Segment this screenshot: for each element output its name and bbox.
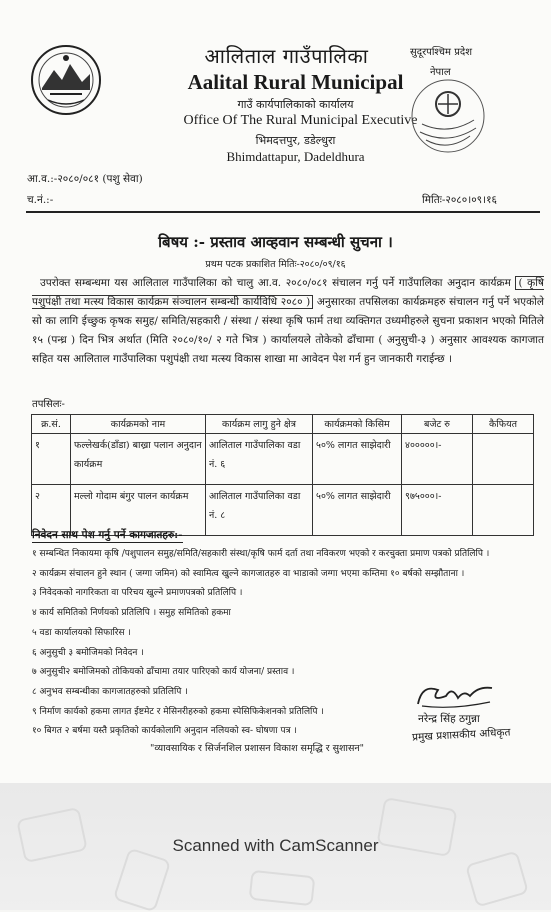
table-cell: ५०% लागत साझेदारी [313,485,402,536]
table-cell: २ [32,485,71,536]
table-cell: ४०००००।- [402,434,473,485]
list-item: ४ कार्य समितिको निर्णयको प्रतिलिपि । समुह समितिको हकमा [32,608,231,619]
list-item: ८ अनुभव सम्बन्धीका कागजातहरुको प्रतिलिपि । [32,686,188,697]
header-cell: कार्यक्रम लागु हुने क्षेत्र [206,415,313,434]
body-part-2: अनुसारका तपसिलका कार्यक्रमहरु संचालन गर्नु पर्ने भएकोले सो का लागि ईच्छुक कृषक समुह/ समिति/सहकारी / संस्था / संस्था कृषि फार्म तथा व्यक्तिगत उध्यमीहरुले सुचना प्रकाशन भएको मितिले १५ (पन्ध्र ) दिन भित्र अर्थात (मिति २०८०/१०/ २ गते भित्र ) कार्यालयले तोकेको ढाँचामा ( अनुसुची-३ ) अनुसार आवश्यक कागजात सहित यस आलिताल गाउँपालिका पशुपंक्षी तथा मत्स्य विकास शाखा मा आवेदन पेश गर्न हुन जानकारी गराईन्छ । [32,296,545,365]
signature-icon [412,676,498,712]
list-item: १ सम्बन्धित निकायमा कृषि /पशुपालन समुह/समिति/सहकारी संस्था/कृषि फार्म दर्ता तथा नविकरण भएको र करचुक्ता प्रमाण पत्रको प्रतिलिपि । [32,549,490,559]
subject-text: प्रस्ताव आव्हवान सम्बन्धी सुचना । [210,233,393,251]
table-cell: फल्लेखर्क(डाँडा) बाख्रा पलान अनुदान कार्यक्रम [71,434,206,485]
table-cell: आलिताल गाउँपालिका वडा नं. ६ [206,434,313,485]
header-divider [26,211,540,213]
table-cell: ९७५०००।- [402,485,473,536]
scanner-watermark: Scanned with CamScanner [172,836,379,855]
header-cell: कैफियत [473,415,534,434]
notice-body [32,274,544,369]
list-item: ७ अनुसुची२ बमोजिमको तोकियको ढाँचामा तयार पारिएको कार्य योजना/ प्रस्ताव । [32,667,295,678]
list-item: ९ निर्माण कार्यको हकमा लागत ईष्टमेट र मेसिनरीहरुको हकमा स्पेसिफिकेशनको प्रतिलिपि । [32,706,324,717]
doodle-shape [465,850,529,907]
municipality-name-en: Aalital Rural Municipal [187,70,404,94]
body-part-1: उपरोक्त सम्बन्धमा यस आलिताल गाउँपालिका को चालु आ.व. २०८०/०८१ संचालन गर्नु पर्ने गाउँपालिका अनुदान कार्यक्रम [40,277,511,289]
published-date: प्रथम पटक प्रकाशित मितिः-२०८०/०९/१६ [205,259,346,270]
country-label: नेपाल [430,67,451,78]
signatory-role: प्रमुख प्रशासकीय अधिकृत [411,726,511,744]
office-name-en: Office Of The Rural Municipal Executive [183,113,418,128]
doodle-shape [249,870,316,907]
table-cell: १ [32,434,71,485]
province-label: सुदूरपश्चिम प्रदेश [410,47,472,58]
address-np: भिमदत्तपुर, डडेल्धुरा [255,134,336,147]
documents-heading: निवेदन साथ पेश गर्नु पर्ने कागजातहरु:- [32,529,183,541]
list-item: ६ अनुसुची ३ बमोजिमको निवेदन । [32,647,144,658]
header-cell: कार्यक्रमको नाम [71,415,206,434]
signatory-name: नरेन्द्र सिंह ठगुन्ना [418,713,480,725]
body-boxed-policy: ( कृषि पशुपंक्षी तथा मत्स्य विकास कार्यक्रम संञ्चालन सम्बन्धी कार्यविधि २०८० ) [32,277,544,308]
header-cell: बजेट रु [402,415,473,434]
table-cell: मल्लो गोदाम बंगुर पालन कार्यक्रम [71,485,206,536]
list-item: ३ निवेदकको नागरिकता वा परिचय खुल्ने प्रमाणपत्रको प्रतिलिपि । [32,588,243,599]
table-cell [473,434,534,485]
list-item: ५ वडा कार्यालयको सिफारिस । [32,627,131,638]
fiscal-year: आ.व.:-२०८०/०८१ (पशु सेवा) [27,173,143,185]
municipality-name-np: आलिताल गाउँपालिका [204,44,369,68]
program-table [31,414,534,536]
tapasil-label: तपसिलः- [32,399,65,410]
doodle-shape [113,848,172,912]
header-cell: क्र.सं. [32,415,71,434]
table-row [32,434,534,485]
office-stamp-icon [408,76,488,156]
list-item: २ कार्यक्रम संचालन हुने स्थान ( जग्गा जमिन) को स्वामित्व खुल्ने कागजातहरु वा भाडाको जग्गा भएमा कम्तिमा १० बर्षको सम्झौताना । [32,568,465,579]
list-item: १० बिगत २ बर्षमा यस्तै प्रकृतिको कार्यकोलागि अनुदान नलियको स्व- घोषणा पत्र । [32,726,297,737]
address-en: Bhimdattapur, Dadeldhura [226,149,365,164]
subject-line [0,232,551,252]
dispatch-number: च.नं.:- [27,194,54,206]
table-cell: आलिताल गाउँपालिका वडा नं. ८ [206,485,313,536]
office-name-np: गाउँ कार्यपालिकाको कार्यालय [237,98,354,111]
table-cell [473,485,534,536]
motto-text: "व्यावसायिक र सिर्जनशिल प्रशासन विकाश समृद्धि र सुशासन" [150,743,365,754]
header-cell: कार्यक्रमको किसिम [313,415,402,434]
table-cell: ५०% लागत साझेदारी [313,434,402,485]
letter-date: मितिः-२०८०।०९।१६ [422,194,498,206]
subject-prefix: बिषय :- [158,233,205,251]
table-header-row [32,415,534,434]
